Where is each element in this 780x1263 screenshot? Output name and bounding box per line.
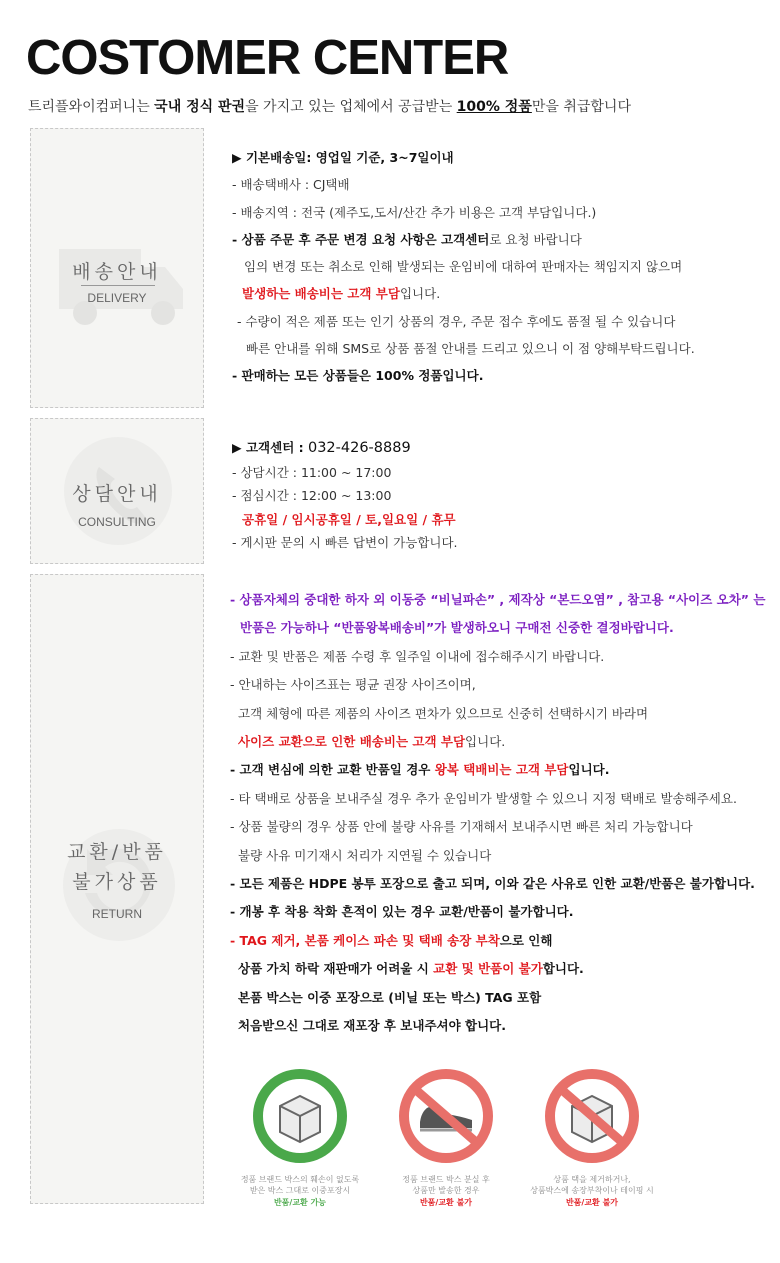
return-label-en: RETURN bbox=[92, 907, 142, 921]
return-line: - 교환 및 반품은 제품 수령 후 일주일 이내에 접수해주시기 바랍니다. bbox=[230, 648, 605, 664]
sign-allowed bbox=[230, 1068, 370, 1208]
return-line: 본품 박스는 이중 포장으로 (비닐 또는 박스) TAG 포함 bbox=[238, 989, 542, 1005]
consulting-line: ▶ 고객센터 : 032-426-8889 bbox=[232, 440, 411, 456]
consulting-label-ko: 상담안내 bbox=[72, 483, 162, 505]
return-line: 반품은 가능하나 “반품왕복배송비”가 발생하오니 구매전 신중한 결정바랍니다. bbox=[240, 620, 674, 636]
return-line: 사이즈 교환으로 인한 배송비는 고객 부담입니다. bbox=[238, 734, 506, 750]
sign-prohibited-taped bbox=[522, 1068, 662, 1208]
return-line: 처음받으신 그대로 재포장 후 보내주셔야 합니다. bbox=[238, 1018, 507, 1034]
phone-number: 032-426-8889 bbox=[307, 440, 411, 456]
page-subtitle: 트리플와이컴퍼니는 국내 정식 판권을 가지고 있는 업체에서 공급받는 100% 정품만을 취급합니다 bbox=[28, 99, 631, 115]
sign-caption: 정품 브랜드 박스의 훼손이 없도록 bbox=[240, 1175, 360, 1184]
delivery-line: - 배송지역 : 전국 (제주도,도서/산간 추가 비용은 고객 부담입니다.) bbox=[232, 204, 597, 220]
delivery-line: - 상품 주문 후 주문 변경 요청 사항은 고객센터로 요청 바랍니다 bbox=[232, 231, 582, 247]
delivery-line: - 배송택배사 : CJ택배 bbox=[232, 177, 350, 193]
consulting-line: - 게시판 문의 시 빠른 답변이 가능합니다. bbox=[232, 535, 458, 550]
consulting-line: - 상담시간 : 11:00 ~ 17:00 bbox=[232, 464, 392, 480]
taped-box-prohibited-icon bbox=[544, 1068, 640, 1164]
delivery-label-divider bbox=[81, 285, 155, 286]
sign-caption: 받은 박스 그대로 이중포장시 bbox=[249, 1186, 351, 1195]
return-line: 고객 체형에 따른 제품의 사이즈 편차가 있으므로 신중히 선택하시기 바라며 bbox=[238, 705, 649, 721]
delivery-info bbox=[232, 144, 695, 390]
sign-caption: 상품 택을 제거하거나, bbox=[553, 1175, 631, 1184]
return-line: - 상품자체의 중대한 하자 외 이동중 “비닐파손” , 제작상 “본드오염” , 참고용 “사이즈 오차” 는 bbox=[230, 592, 766, 607]
return-line: 상품 가치 하락 재판매가 어려울 시 교환 및 반품이 불가합니다. bbox=[238, 961, 584, 977]
return-info bbox=[230, 586, 765, 1041]
return-line: - 상품 불량의 경우 상품 안에 불량 사유를 기재해서 보내주시면 빠른 처리 가능합니다 bbox=[230, 819, 693, 835]
box-icon bbox=[252, 1068, 348, 1164]
consulting-line: - 점심시간 : 12:00 ~ 13:00 bbox=[232, 488, 392, 503]
sneaker-prohibited-icon bbox=[398, 1068, 494, 1164]
consulting-info bbox=[232, 436, 458, 555]
delivery-line: ▶ 기본배송일: 영업일 기준, 3~7일이내 bbox=[232, 150, 454, 165]
delivery-line: 빠른 안내를 위해 SMS로 상품 품절 안내를 드리고 있으니 이 점 양해부탁드립니다. bbox=[246, 341, 695, 357]
return-line: - 안내하는 사이즈표는 평균 권장 사이즈이며, bbox=[230, 677, 476, 693]
delivery-line: 임의 변경 또는 취소로 인해 발생되는 운임비에 대하여 판매자는 책임지지 않으며 bbox=[244, 259, 683, 275]
delivery-line: - 판매하는 모든 상품들은 100% 정품입니다. bbox=[232, 368, 484, 384]
sign-caption: 상품만 발송한 경우 bbox=[412, 1186, 480, 1195]
sign-status: 반품/교환 불가 bbox=[565, 1198, 619, 1207]
consulting-line: 공휴일 / 임시공휴일 / 토,일요일 / 휴무 bbox=[242, 511, 456, 527]
return-line: - 타 택배로 상품을 보내주실 경우 추가 운임비가 발생할 수 있으니 지정 택배로 발송해주세요. bbox=[230, 790, 737, 806]
return-policy-signs bbox=[230, 1068, 670, 1208]
return-label-ko-2: 불가상품 bbox=[72, 871, 162, 893]
return-line: - 모든 제품은 HDPE 봉투 포장으로 출고 되며, 이와 같은 사유로 인한 교환/반품은 불가합니다. bbox=[230, 876, 755, 892]
return-line: 불량 사유 미기재시 처리가 지연될 수 있습니다 bbox=[238, 847, 492, 863]
page-title: COSTOMER CENTER bbox=[26, 31, 509, 85]
delivery-label-panel bbox=[30, 128, 204, 408]
truck-icon bbox=[55, 241, 189, 333]
consulting-label-en: CONSULTING bbox=[78, 515, 156, 529]
delivery-label-en: DELIVERY bbox=[87, 291, 147, 305]
sign-status: 반품/교환 가능 bbox=[273, 1198, 327, 1207]
sign-caption: 상품박스에 송장부착이나 테이핑 시 bbox=[530, 1186, 654, 1195]
delivery-line: - 수량이 적은 제품 또는 인기 상품의 경우, 주문 접수 후에도 품절 될 수 있습니다 bbox=[237, 313, 676, 329]
sign-status: 반품/교환 불가 bbox=[419, 1198, 473, 1207]
return-label-panel bbox=[30, 574, 204, 1204]
delivery-label-ko: 배송안내 bbox=[72, 261, 162, 283]
return-line: - 개봉 후 착용 착화 흔적이 있는 경우 교환/반품이 불가합니다. bbox=[230, 904, 574, 920]
sign-caption: 정품 브랜드 박스 분실 후 bbox=[402, 1175, 490, 1184]
consulting-label-panel bbox=[30, 418, 204, 564]
return-line: - 고객 변심에 의한 교환 반품일 경우 왕복 택배비는 고객 부담입니다. bbox=[230, 762, 610, 778]
return-label-ko-1: 교환/반품 bbox=[67, 841, 167, 863]
sign-prohibited-no-box bbox=[376, 1068, 516, 1208]
delivery-line: 발생하는 배송비는 고객 부담입니다. bbox=[242, 286, 441, 302]
return-line: - TAG 제거, 본품 케이스 파손 및 택배 송장 부착으로 인해 bbox=[230, 932, 553, 948]
